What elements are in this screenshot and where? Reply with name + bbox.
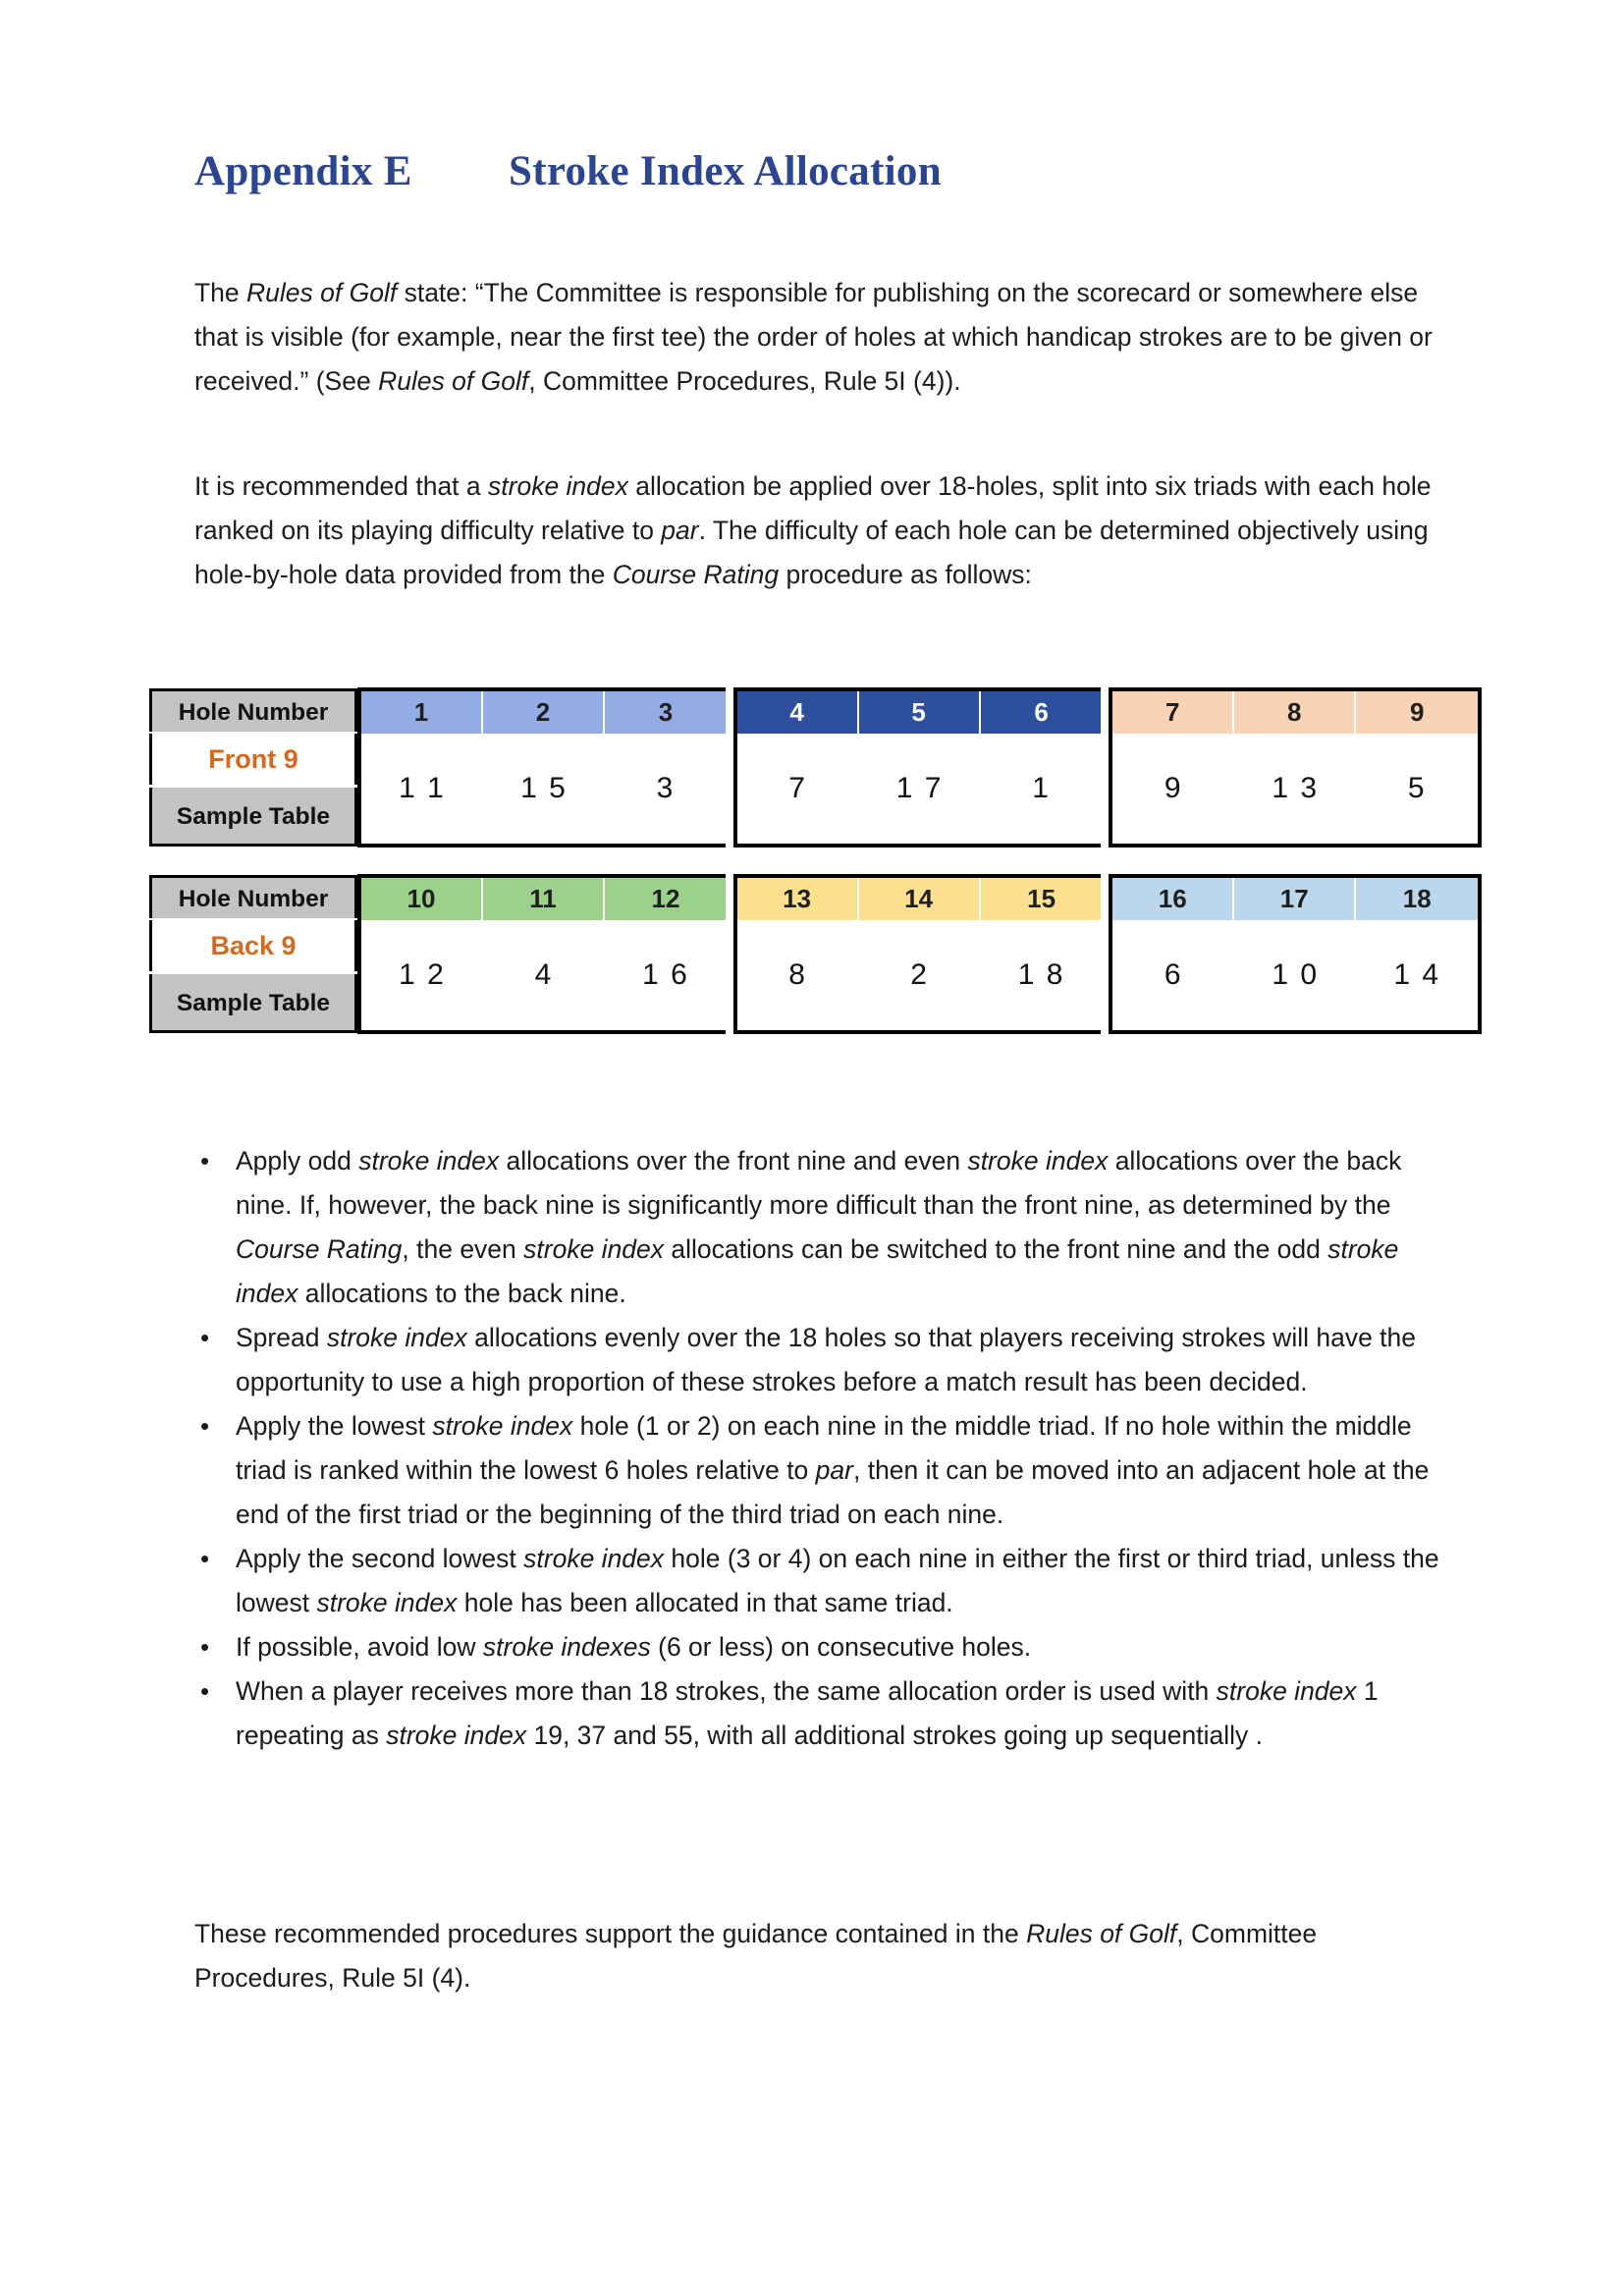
paragraph-rules-of-golf: The Rules of Golf state: “The Committee is responsible for publishing on the scorecard or somewhere else that is visible (for example, near the first tee) the order of holes at which handicap strokes are to be given or received.” (See Rules of Golf, Committee Procedures, Rule 5I (4)). [194, 278, 1433, 396]
stroke-index-cell-7: 9 [1112, 734, 1234, 844]
triad-header-row [737, 691, 1103, 734]
triad-stroke-index-row [737, 920, 1103, 1030]
stroke-index-cell-18: 1 4 [1356, 920, 1478, 1030]
back-triad-2 [733, 874, 1107, 1034]
front-nine-grid [149, 687, 1477, 847]
list-item: • If possible, avoid low stroke indexes (6 or less) on consecutive holes. [194, 1625, 1461, 1669]
page-title [194, 147, 1471, 195]
stroke-index-cell-12: 1 6 [605, 920, 727, 1030]
triad-gap [1101, 874, 1109, 1034]
front-triad-2 [733, 687, 1107, 847]
front-triad-1 [357, 687, 731, 847]
stroke-index-cell-9: 5 [1356, 734, 1478, 844]
triad-gap [726, 874, 733, 1034]
stroke-index-cell-4: 7 [737, 734, 859, 844]
triad-header-row [361, 691, 727, 734]
stroke-index-cell-6: 1 [981, 734, 1103, 844]
stroke-index-cell-13: 8 [737, 920, 859, 1030]
stroke-index-cell-10: 1 2 [361, 920, 483, 1030]
hole-cell-12: 12 [605, 878, 727, 920]
triad-stroke-index-row [361, 920, 727, 1030]
section-label-back-nine: Back 9 [149, 920, 357, 971]
row-label-hole-number-back: Hole Number [149, 875, 357, 918]
title-appendix-label: Appendix E [194, 148, 412, 194]
back-triad-1 [357, 874, 731, 1034]
hole-cell-13: 13 [737, 878, 859, 920]
paragraph-recommendation: It is recommended that a stroke index allocation be applied over 18-holes, split into six triads with each hole ranked on its playing difficulty relative to par. The difficulty of each hole can be determined objectively using hole-by-hole data provided from the Course Rating procedure as follows: [194, 471, 1432, 589]
triad-header-row [737, 878, 1103, 920]
hole-cell-5: 5 [859, 691, 981, 734]
stroke-index-cell-11: 4 [483, 920, 605, 1030]
hole-cell-14: 14 [859, 878, 981, 920]
hole-cell-2: 2 [483, 691, 605, 734]
back-nine-grid [149, 874, 1477, 1034]
stroke-index-cell-5: 1 7 [859, 734, 981, 844]
stroke-index-cell-16: 6 [1112, 920, 1234, 1030]
list-item: • Apply the lowest stroke index hole (1 or 2) on each nine in the middle triad. If no hole within the middle triad is ranked within the lowest 6 holes relative to par, then it can be moved into an adjacent hole at the end of the first triad or the beginning of the third triad on each nine. [194, 1404, 1461, 1537]
hole-cell-4: 4 [737, 691, 859, 734]
title-main-label: Stroke Index Allocation [509, 148, 942, 194]
stroke-index-cell-8: 1 3 [1234, 734, 1356, 844]
list-item: • When a player receives more than 18 strokes, the same allocation order is used with stroke index 1 repeating as stroke index 19, 37 and 55, with all additional strokes going up sequentially . [194, 1669, 1461, 1758]
row-label-hole-number: Hole Number [149, 688, 357, 732]
triad-gap [726, 687, 733, 847]
stroke-index-cell-2: 1 5 [483, 734, 605, 844]
hole-cell-17: 17 [1234, 878, 1356, 920]
front-triad-3 [1109, 687, 1482, 847]
hole-cell-11: 11 [483, 878, 605, 920]
triad-gap [1101, 687, 1109, 847]
list-item: • Apply odd stroke index allocations over the front nine and even stroke index allocations over the back nine. If, however, the back nine is significantly more difficult than the front nine, as determined by the Course Rating, the even stroke index allocations can be switched to the front nine and the odd stroke index allocations to the back nine. [194, 1139, 1461, 1316]
row-label-sample-table-front: Sample Table [149, 788, 357, 847]
paragraph-closing: These recommended procedures support the guidance contained in the Rules of Golf, Committee Procedures, Rule 5I (4). [194, 1919, 1318, 1993]
triad-header-row [361, 878, 727, 920]
stroke-index-cell-1: 1 1 [361, 734, 483, 844]
list-item: • Spread stroke index allocations evenly over the 18 holes so that players receiving strokes will have the opportunity to use a high proportion of these strokes before a match result has been decided. [194, 1316, 1461, 1404]
triad-stroke-index-row [1112, 734, 1478, 844]
hole-cell-8: 8 [1234, 691, 1356, 734]
stroke-index-cell-15: 1 8 [981, 920, 1103, 1030]
triad-stroke-index-row [737, 734, 1103, 844]
triad-header-row [1112, 691, 1478, 734]
hole-cell-15: 15 [981, 878, 1103, 920]
triad-header-row [1112, 878, 1478, 920]
back-triad-3 [1109, 874, 1482, 1034]
triad-stroke-index-row [361, 734, 727, 844]
hole-cell-6: 6 [981, 691, 1103, 734]
guidance-bullet-list [194, 1139, 1461, 1758]
hole-cell-9: 9 [1356, 691, 1478, 734]
stroke-index-cell-17: 1 0 [1234, 920, 1356, 1030]
hole-cell-7: 7 [1112, 691, 1234, 734]
front-nine-table [149, 687, 1477, 847]
stroke-index-cell-14: 2 [859, 920, 981, 1030]
back-nine-table [149, 874, 1477, 1034]
hole-cell-18: 18 [1356, 878, 1478, 920]
hole-cell-1: 1 [361, 691, 483, 734]
front-nine-hole-number-row [149, 687, 1477, 733]
hole-cell-3: 3 [605, 691, 727, 734]
section-label-front-nine: Front 9 [149, 734, 357, 785]
hole-cell-16: 16 [1112, 878, 1234, 920]
row-label-sample-table-back: Sample Table [149, 974, 357, 1033]
stroke-index-cell-3: 3 [605, 734, 727, 844]
list-item: • Apply the second lowest stroke index hole (3 or 4) on each nine in either the first or third triad, unless the lowest stroke index hole has been allocated in that same triad. [194, 1537, 1461, 1625]
back-nine-hole-number-row [149, 874, 1477, 919]
triad-stroke-index-row [1112, 920, 1478, 1030]
hole-cell-10: 10 [361, 878, 483, 920]
